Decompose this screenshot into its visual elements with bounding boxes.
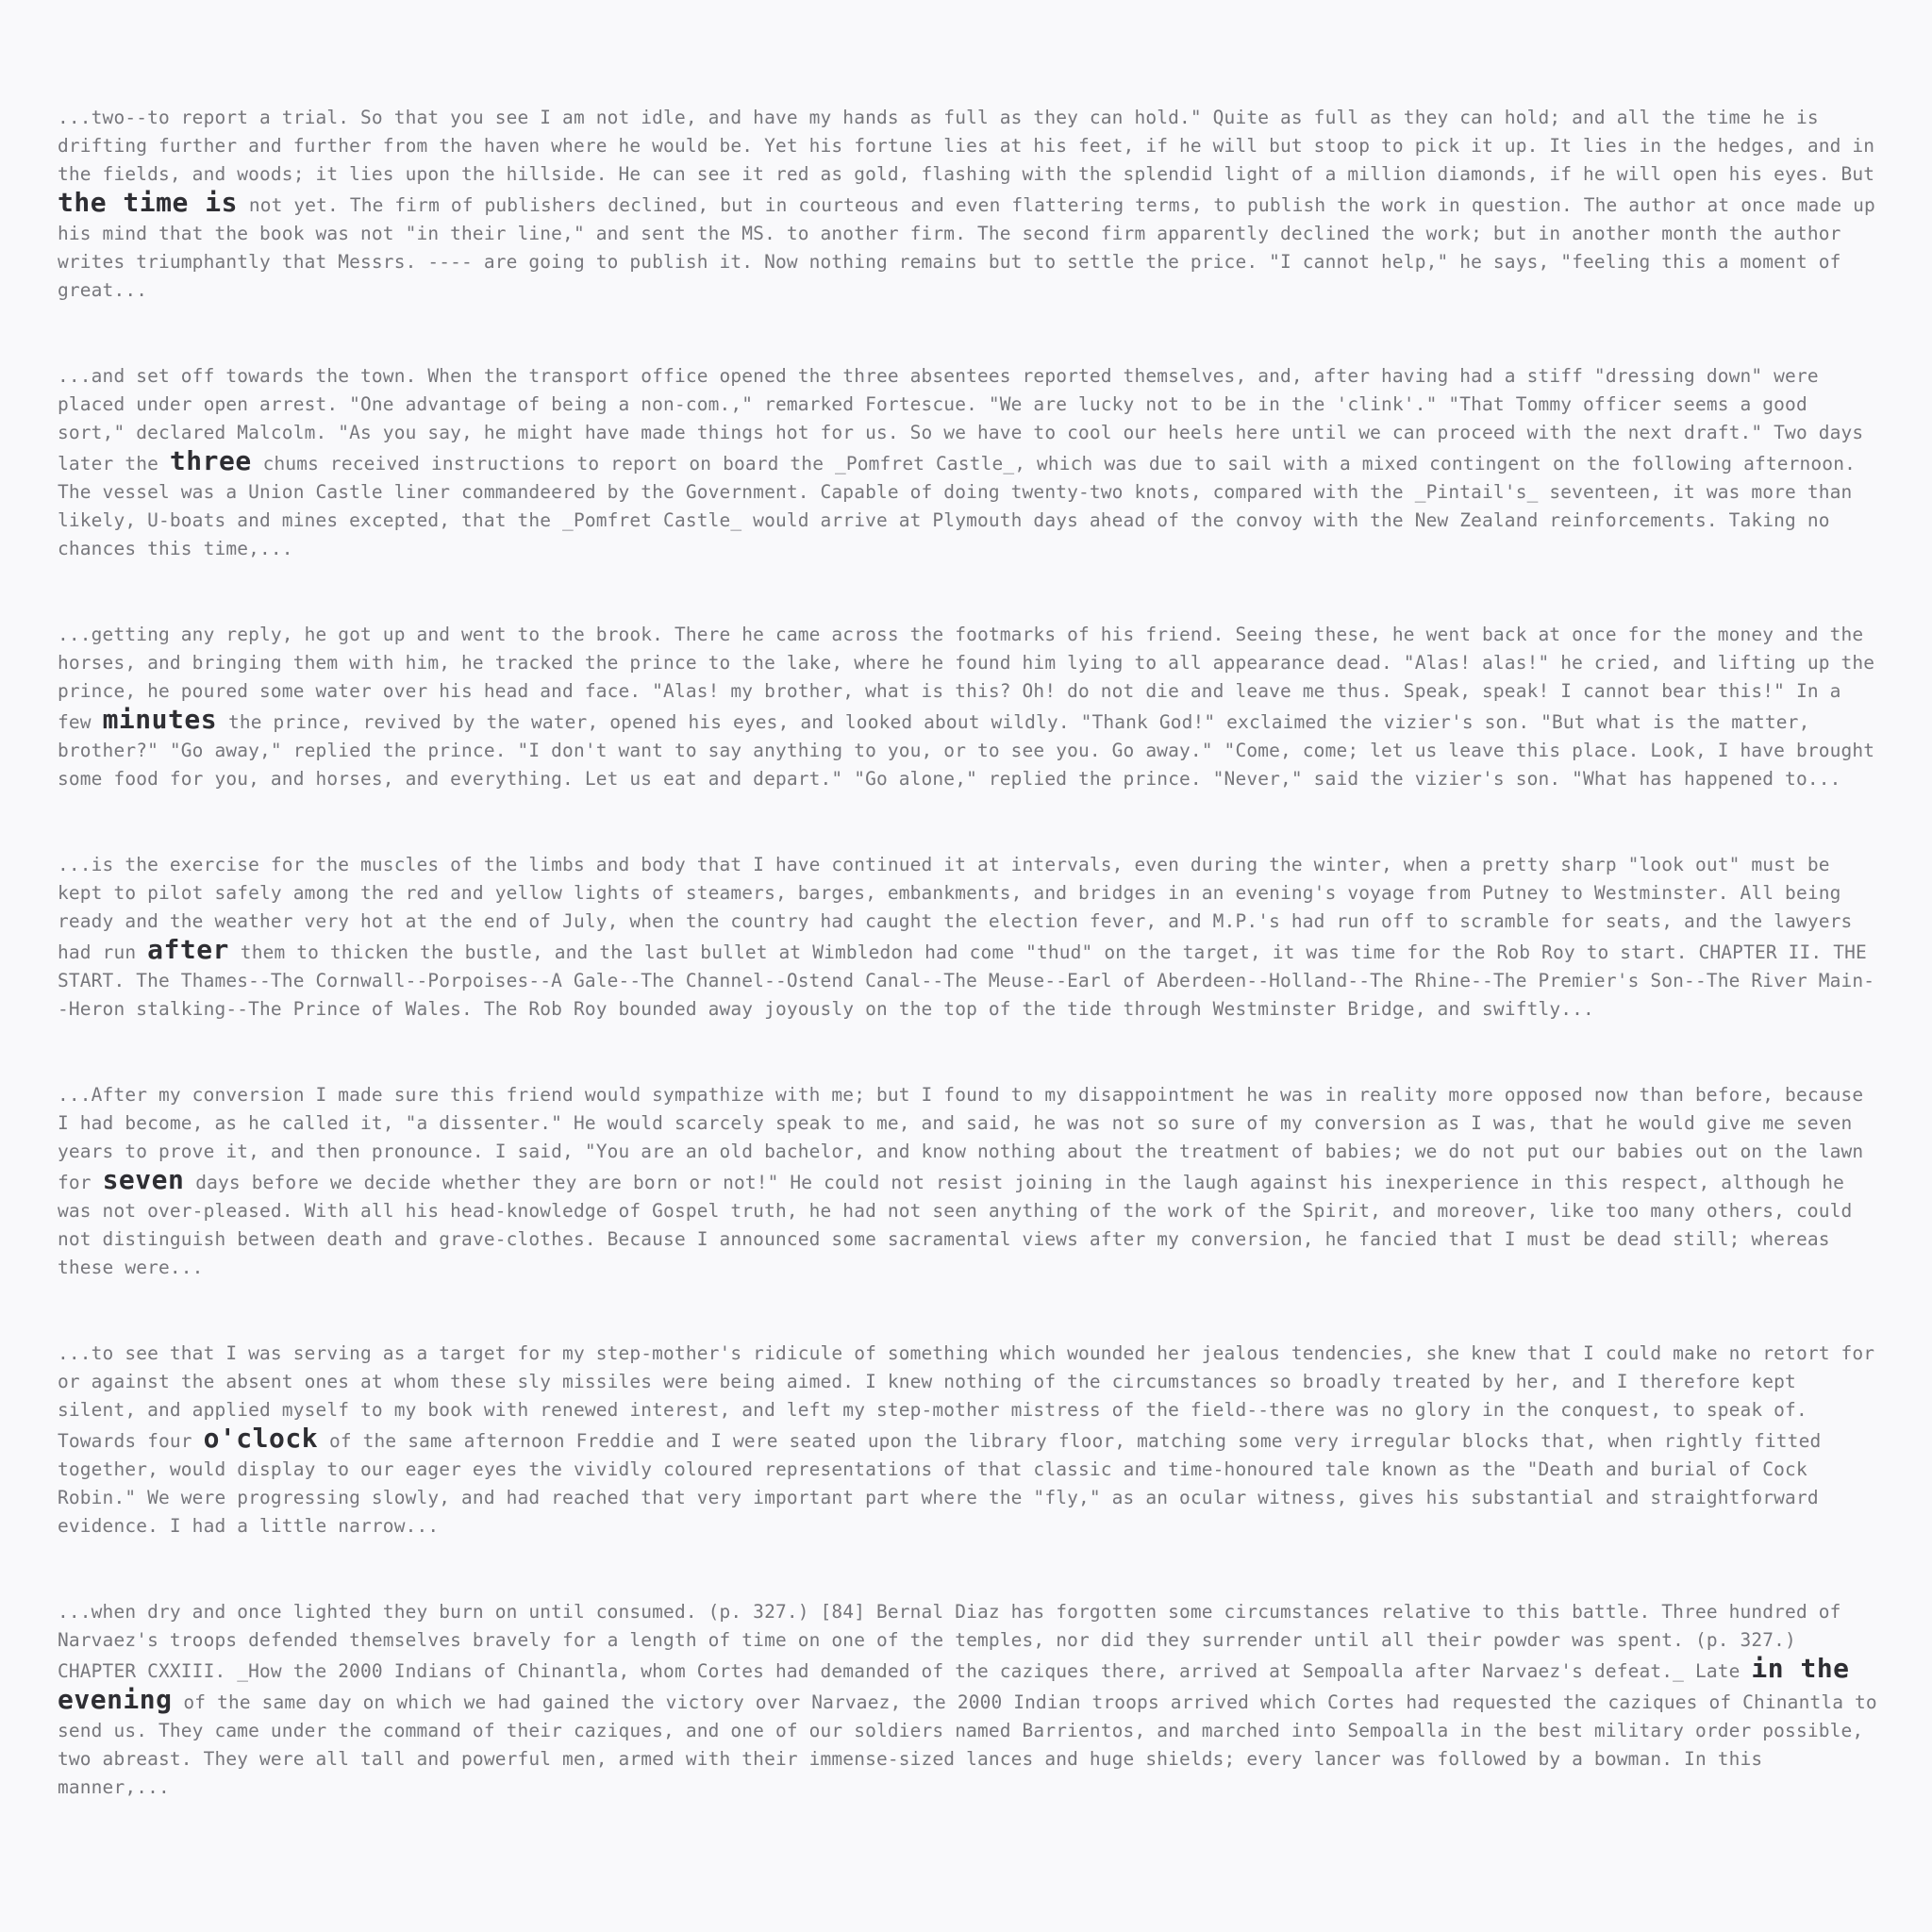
excerpt-2 [58, 362, 1880, 563]
excerpt-6 [58, 1340, 1880, 1541]
highlighted-phrase: minutes [102, 704, 218, 735]
excerpt-text-before: ...when dry and once lighted they burn on until consumed. (p. 327.) [84] Bernal Diaz has forgotten some circumstances relative to this battle. Three hundred of Narvaez's troops defended themselves bravely for a length of time on one of the temples, nor did they surrender until all their powder was spent. (p. 327.) CHAPTER CXXIII. _How the 2000 Indians of Chinantla, whom Cortes had demanded of the caziques there, arrived at Sempoalla after Narvaez's defeat._ Late [58, 1601, 1841, 1682]
excerpt-text-after: chums received instructions to report on board the _Pomfret Castle_, which was due to sail with a mixed contingent on the following afternoon. The vessel was a Union Castle liner commandeered by the Government. Capable of doing twenty-two knots, compared with the _Pintail's_ seventeen, it was more than likely, U-boats and mines excepted, that the _Pomfret Castle_ would arrive at Plymouth days ahead of the convoy with the New Zealand reinforcements. Taking no chances this time,... [58, 453, 1856, 559]
excerpt-text-before: ...getting any reply, he got up and went to the brook. There he came across the footmarks of his friend. Seeing these, he went back at once for the money and the horses, and bringing them with him, he tracked the prince to the lake, where he found him lying to all appearance dead. "Alas! alas!" he cried, and lifting up the prince, he poured some water over his head and face. "Alas! my brother, what is this? Oh! do not die and leave me thus. Speak, speak! I cannot bear this!" In a few [58, 624, 1875, 733]
highlighted-phrase: o'clock [203, 1423, 319, 1454]
excerpt-text-after: of the same day on which we had gained the victory over Narvaez, the 2000 Indian troops arrived which Cortes had requested the caziques of Chinantla to send us. They came under the command of their caziques, and one of our soldiers named Barrientos, and marched into Sempoalla in the best military order possible, two abreast. They were all tall and powerful men, armed with their immense-sized lances and huge shields; every lancer was followed by a bowman. In this manner,... [58, 1691, 1877, 1798]
excerpt-7 [58, 1598, 1880, 1802]
highlighted-phrase: three [169, 445, 252, 476]
excerpt-1 [58, 104, 1880, 305]
excerpt-text-before: ...to see that I was serving as a target for my step-mother's ridicule of something which wounded her jealous tendencies, she knew that I could make no retort for or against the absent ones at whom these sly missiles were being aimed. I knew nothing of the circumstances so broadly treated by her, and I therefore kept silent, and applied myself to my book with renewed interest, and left my step-mother mistress of the field--there was no glory in the conquest, to speak of. Towards four [58, 1342, 1875, 1452]
excerpt-3 [58, 621, 1880, 793]
excerpt-text-after: days before we decide whether they are born or not!" He could not resist joining in the laugh against his inexperience in this respect, although he was not over-pleased. With all his head-knowledge of Gospel truth, he had not seen anything of the work of the Spirit, and moreover, like too many others, could not distinguish between death and grave-clothes. Because I announced some sacramental views after my conversion, he fancied that I must be dead still; whereas these were... [58, 1172, 1853, 1278]
document-page [58, 104, 1880, 1859]
excerpt-text-after: them to thicken the bustle, and the last bullet at Wimbledon had come "thud" on the target, it was time for the Rob Roy to start. CHAPTER II. THE START. The Thames--The Cornwall--Porpoises--A Gale--The Channel--Ostend Canal--The Meuse--Earl of Aberdeen--Holland--The Rhine--The Premier's Son--The River Main--Heron stalking--The Prince of Wales. The Rob Roy bounded away joyously on the top of the tide through Westminster Bridge, and swiftly... [58, 941, 1875, 1020]
excerpt-text-before: ...two--to report a trial. So that you see I am not idle, and have my hands as full as they can hold." Quite as full as they can hold; and all the time he is drifting further and further from the haven where he would be. Yet his fortune lies at his feet, if he will but stoop to pick it up. It lies in the hedges, and in the fields, and woods; it lies upon the hillside. He can see it red as gold, flashing with the splendid light of a million diamonds, if he will open his eyes. But [58, 107, 1875, 185]
excerpt-text-before: ...and set off towards the town. When the transport office opened the three absentees reported themselves, and, after having had a stiff "dressing down" were placed under open arrest. "One advantage of being a non-com.," remarked Fortescue. "We are lucky not to be in the 'clink'." "That Tommy officer seems a good sort," declared Malcolm. "As you say, he might have made things hot for us. So we have to cool our heels here until we can proceed with the next draft." Two days later the [58, 365, 1864, 475]
highlighted-phrase: seven [102, 1164, 185, 1195]
excerpt-5 [58, 1081, 1880, 1282]
highlighted-phrase: the time is [58, 187, 238, 218]
highlighted-phrase: after [147, 934, 229, 965]
excerpt-text-after: the prince, revived by the water, opened his eyes, and looked about wildly. "Thank God!" exclaimed the vizier's son. "But what is the matter, brother?" "Go away," replied the prince. "I don't want to say anything to you, or to see you. Go away." "Come, come; let us leave this place. Look, I have brought some food for you, and horses, and everything. Let us eat and depart." "Go alone," replied the prince. "Never," said the vizier's son. "What has happened to... [58, 711, 1875, 790]
excerpt-text-before: ...is the exercise for the muscles of the limbs and body that I have continued it at intervals, even during the winter, when a pretty sharp "look out" must be kept to pilot safely among the red and yellow lights of steamers, barges, embankments, and bridges in an evening's voyage from Putney to Westminster. All being ready and the weather very hot at the end of July, when the country had caught the election fever, and M.P.'s had run off to scramble for seats, and the lawyers had run [58, 854, 1853, 963]
highlighted-phrase: in the evening [58, 1653, 1850, 1715]
excerpt-text-before: ...After my conversion I made sure this friend would sympathize with me; but I found to my disappointment he was in reality more opposed now than before, because I had become, as he called it, "a dissenter." He would scarcely speak to me, and said, he was not so sure of my conversion as I was, that he would give me seven years to prove it, and then pronounce. I said, "You are an old bachelor, and know nothing about the treatment of babies; we do not put our babies out on the lawn for [58, 1084, 1864, 1193]
excerpt-4 [58, 851, 1880, 1024]
excerpt-text-after: not yet. The firm of publishers declined, but in courteous and even flattering terms, to publish the work in question. The author at once made up his mind that the book was not "in their line," and sent the MS. to another firm. The second firm apparently declined the work; but in another month the author writes triumphantly that Messrs. ---- are going to publish it. Now nothing remains but to settle the price. "I cannot help," he says, "feeling this a moment of great... [58, 194, 1875, 301]
excerpt-text-after: of the same afternoon Freddie and I were seated upon the library floor, matching some very irregular blocks that, when rightly fitted together, would display to our eager eyes the vividly coloured representations of that classic and time-honoured tale known as the "Death and burial of Cock Robin." We were progressing slowly, and had reached that very important part where the "fly," as an ocular witness, gives his substantial and straightforward evidence. I had a little narrow... [58, 1430, 1822, 1537]
